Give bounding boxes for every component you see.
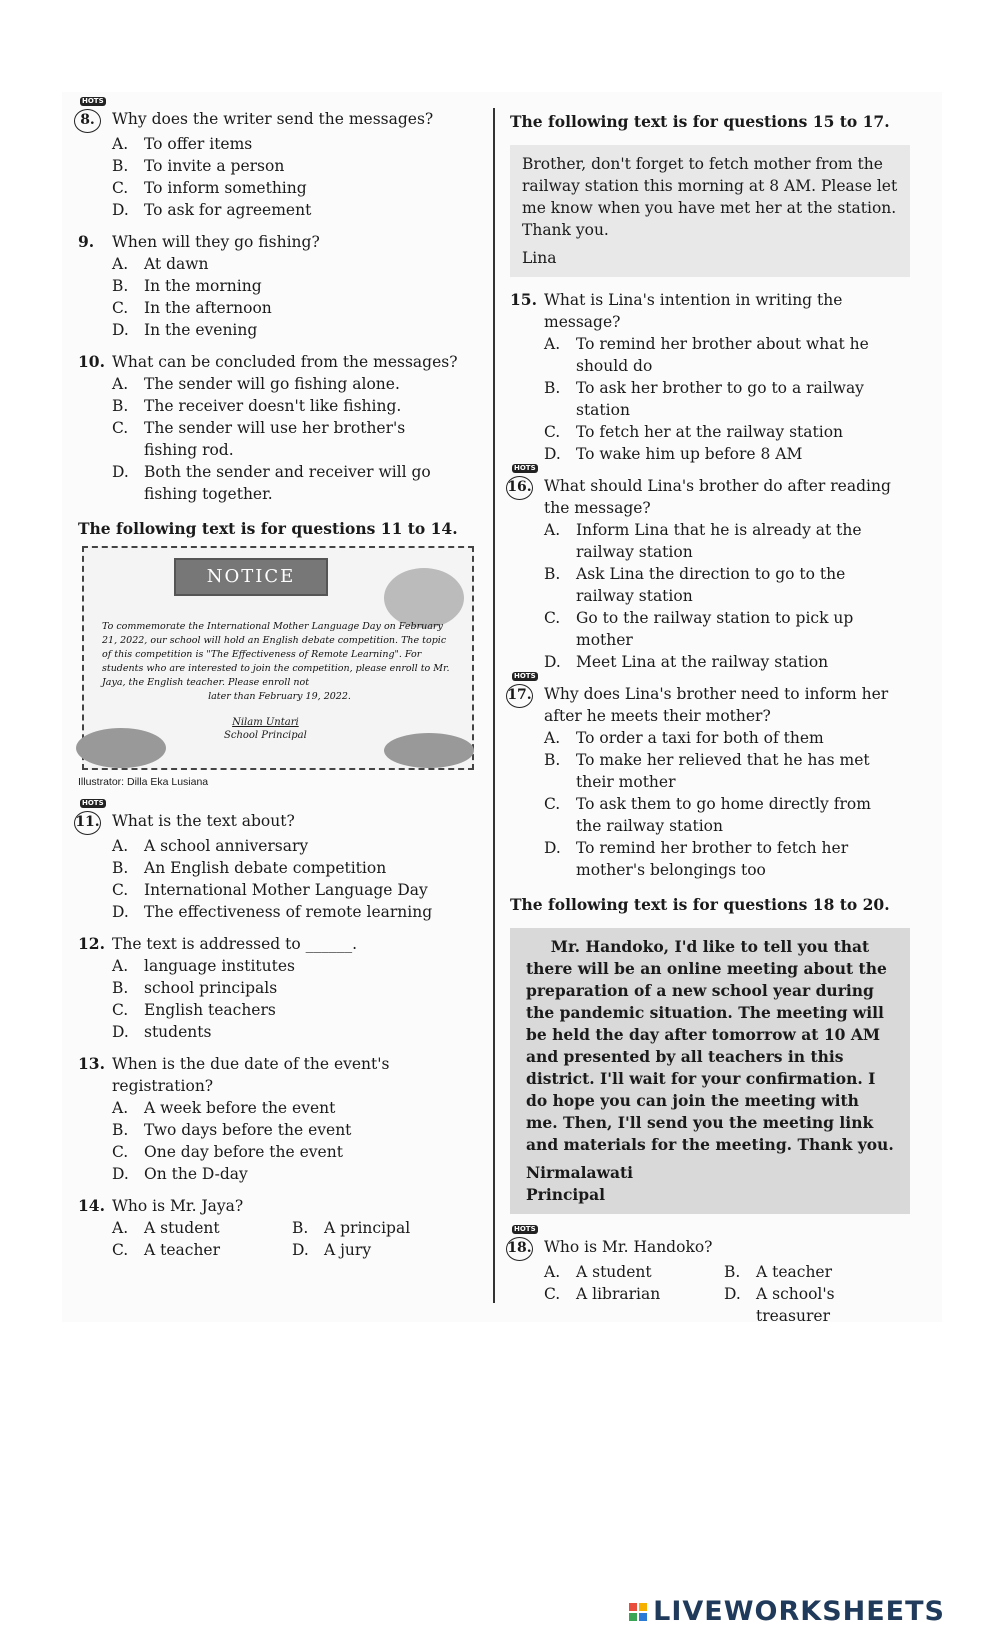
question-17 [507, 672, 910, 881]
answer-option [112, 253, 478, 275]
column-divider [493, 108, 495, 1303]
option-text: A school anniversary [144, 837, 309, 855]
option-text: A school's treasurer [756, 1285, 835, 1325]
option-letter: A. [112, 135, 129, 153]
question-number: 13. [78, 1054, 105, 1073]
option-text: A principal [324, 1219, 411, 1237]
option-letter: C. [112, 1001, 129, 1019]
question-number: 14. [78, 1196, 105, 1215]
answer-option [112, 395, 452, 417]
option-letter: D. [544, 839, 561, 857]
hots-badge: HOTS [514, 1225, 536, 1233]
option-text: To invite a person [144, 157, 285, 175]
answer-option [112, 155, 478, 177]
option-letter: B. [112, 397, 129, 415]
logo-icon [629, 1603, 647, 1621]
section-heading: The following text is for questions 15 to 17. [510, 112, 890, 131]
answer-option [544, 519, 894, 563]
answer-option [544, 837, 894, 881]
question-text: Who is Mr. Handoko? [544, 1238, 713, 1256]
option-letter: D. [292, 1241, 309, 1259]
option-text: On the D-day [144, 1165, 248, 1183]
option-text: In the evening [144, 321, 258, 339]
option-text: To ask them to go home directly from the railway station [576, 795, 871, 835]
liveworksheets-logo: LIVEWORKSHEETS [629, 1596, 945, 1627]
answer-option [544, 793, 894, 837]
option-letter: C. [112, 179, 129, 197]
option-text: Ask Lina the direction to go to the railway station [576, 565, 846, 605]
answer-options [112, 373, 452, 505]
question-13 [78, 1053, 478, 1185]
answer-option [112, 1119, 478, 1141]
answer-option [544, 1283, 724, 1327]
option-letter: D. [112, 321, 129, 339]
answer-option [112, 835, 478, 857]
answer-options [544, 333, 874, 465]
option-letter: B. [112, 1121, 129, 1139]
option-text: An English debate competition [144, 859, 387, 877]
option-text: To order a taxi for both of them [576, 729, 824, 747]
answer-options [112, 835, 478, 923]
option-text: A jury [324, 1241, 372, 1259]
message-sender: Nirmalawati [526, 1163, 634, 1182]
option-letter: D. [112, 201, 129, 219]
question-number: HOTS 8. [78, 108, 112, 133]
option-letter: A. [112, 1219, 129, 1237]
question-number: HOTS 18. [510, 1236, 544, 1261]
option-letter: C. [544, 609, 561, 627]
answer-option [112, 1021, 478, 1043]
option-letter: A. [112, 1099, 129, 1117]
option-letter: A. [544, 335, 561, 353]
answer-option [544, 443, 874, 465]
option-letter: A. [112, 375, 129, 393]
answer-option [112, 275, 478, 297]
option-text: To offer items [144, 135, 253, 153]
option-text: To fetch her at the railway station [576, 423, 844, 441]
notice-illustration [82, 546, 474, 770]
answer-option [544, 563, 894, 607]
answer-option [112, 1141, 478, 1163]
answer-option [112, 879, 478, 901]
option-letter: B. [112, 277, 129, 295]
answer-option [292, 1239, 472, 1261]
answer-option [112, 319, 478, 341]
option-letter: D. [112, 1023, 129, 1041]
answer-option [112, 133, 478, 155]
option-letter: D. [112, 1165, 129, 1183]
answer-option [112, 1097, 478, 1119]
answer-option [112, 297, 478, 319]
answer-option [112, 417, 452, 461]
message-body: there will be an online meeting about the preparation of a new school year during the pandemic situation. The meeting will be held the day after tomorrow at 10 AM and presented by all teachers in this district. I'll wait for your confirmation. I do hope you can join the meeting with me. Then, I'll send you the meeting link and materials for the meeting. Thank you. [526, 959, 894, 1154]
question-10 [78, 351, 478, 505]
question-text: When will they go fishing? [112, 233, 320, 251]
question-text: Why does Lina's brother need to inform her after he meets their mother? [544, 685, 889, 725]
option-letter: A. [112, 255, 129, 273]
option-text: Inform Lina that he is already at the railway station [576, 521, 862, 561]
right-column [507, 108, 910, 1327]
option-text: A student [144, 1219, 220, 1237]
question-text: Why does the writer send the messages? [112, 110, 434, 128]
question-15 [510, 289, 910, 465]
answer-option [544, 607, 894, 651]
option-text: English teachers [144, 1001, 276, 1019]
question-text: What is Lina's intention in writing the message? [544, 291, 843, 331]
question-16 [507, 464, 910, 673]
option-letter: C. [112, 419, 129, 437]
option-letter: B. [544, 565, 561, 583]
option-text: To make her relieved that he has met their mother [576, 751, 870, 791]
option-text: One day before the event [144, 1143, 343, 1161]
message-sender: Lina [522, 249, 557, 267]
option-letter: D. [544, 445, 561, 463]
option-letter: A. [544, 1263, 561, 1281]
question-text: The text is addressed to ______. [112, 935, 358, 953]
answer-options [544, 727, 894, 881]
option-letter: B. [544, 379, 561, 397]
option-text: school principals [144, 979, 278, 997]
option-letter: A. [112, 957, 129, 975]
option-text: The receiver doesn't like fishing. [144, 397, 402, 415]
question-text: Who is Mr. Jaya? [112, 1197, 244, 1215]
option-letter: B. [544, 751, 561, 769]
option-text: The sender will use her brother's fishing rod. [144, 419, 406, 459]
answer-options [112, 253, 478, 341]
notice-title: NOTICE [174, 558, 328, 596]
question-text: What should Lina's brother do after reading the message? [544, 477, 891, 517]
answer-option [544, 377, 874, 421]
option-letter: C. [112, 299, 129, 317]
option-letter: D. [112, 463, 129, 481]
answer-options [112, 1097, 478, 1185]
question-text: What is the text about? [112, 812, 295, 830]
question-number: 9. [78, 232, 95, 251]
question-14 [78, 1195, 478, 1261]
notice-body: To commemorate the International Mother Language Day on February 21, 2022, our school will hold an English debate competition. The topic of this competition is "The Effectiveness of Remote Learning". For students who are interested to join the competition, please enroll to Mr. Jaya, the English teacher. Please enroll not later than February 19, 2022. [102, 621, 450, 702]
option-letter: C. [544, 795, 561, 813]
answer-option [724, 1261, 904, 1283]
option-letter: B. [724, 1263, 741, 1281]
option-text: A librarian [576, 1285, 661, 1303]
answer-options [112, 955, 478, 1043]
answer-options [544, 1261, 910, 1327]
answer-option [112, 955, 478, 977]
option-text: To remind her brother about what he should do [576, 335, 869, 375]
option-text: Two days before the event [144, 1121, 352, 1139]
hots-badge: HOTS [82, 97, 104, 105]
option-text: To ask her brother to go to a railway station [576, 379, 864, 419]
section-heading: The following text is for questions 18 to 20. [510, 895, 890, 914]
option-letter: B. [112, 979, 129, 997]
option-text: In the afternoon [144, 299, 272, 317]
question-number: 12. [78, 934, 105, 953]
answer-option [112, 1163, 478, 1185]
answer-option [112, 901, 478, 923]
answer-option [544, 333, 874, 377]
question-number: HOTS 17. [510, 683, 544, 708]
question-9 [78, 231, 478, 341]
option-text: Both the sender and receiver will go fishing together. [144, 463, 431, 503]
hots-badge: HOTS [82, 799, 104, 807]
answer-option [544, 749, 894, 793]
answer-option [112, 977, 478, 999]
question-11 [75, 799, 478, 923]
option-letter: C. [112, 881, 129, 899]
message-greeting: Mr. Handoko, I'd like to tell you that [550, 937, 870, 956]
message-sender-role: Principal [526, 1185, 606, 1204]
answer-option [112, 1217, 292, 1239]
option-letter: D. [724, 1285, 741, 1303]
option-letter: B. [292, 1219, 309, 1237]
option-text: A teacher [756, 1263, 833, 1281]
answer-option [112, 857, 478, 879]
answer-option [112, 177, 478, 199]
notice-signature: Nilam Untari School Principal [224, 717, 307, 741]
answer-option [112, 373, 452, 395]
option-text: A week before the event [144, 1099, 336, 1117]
option-text: International Mother Language Day [144, 881, 428, 899]
message-body: Brother, don't forget to fetch mother from the railway station this morning at 8 AM. Please let me know when you have met her at the station. Thank you. [522, 155, 898, 239]
option-letter: B. [112, 859, 129, 877]
message-box-nirmalawati [510, 928, 910, 1214]
option-text: language institutes [144, 957, 295, 975]
hots-badge: HOTS [514, 464, 536, 472]
option-text: Go to the railway station to pick up mother [576, 609, 854, 649]
option-text: A student [576, 1263, 652, 1281]
option-text: A teacher [144, 1241, 221, 1259]
question-text: When is the due date of the event's registration? [112, 1055, 390, 1095]
question-number: 15. [510, 290, 537, 309]
answer-option [724, 1283, 904, 1327]
option-text: In the morning [144, 277, 262, 295]
answer-option [544, 651, 894, 673]
question-8 [78, 97, 478, 221]
question-number: HOTS 16. [510, 475, 544, 500]
option-text: students [144, 1023, 212, 1041]
option-letter: B. [112, 157, 129, 175]
question-number: 10. [78, 352, 105, 371]
option-text: At dawn [144, 255, 209, 273]
option-letter: A. [544, 729, 561, 747]
hots-badge: HOTS [514, 672, 536, 680]
option-letter: A. [544, 521, 561, 539]
answer-option [544, 727, 894, 749]
option-letter: C. [544, 1285, 561, 1303]
option-letter: D. [112, 903, 129, 921]
question-number: HOTS 11. [78, 810, 112, 835]
answer-options [544, 519, 894, 673]
answer-option [112, 1239, 292, 1261]
option-letter: D. [544, 653, 561, 671]
answer-option [544, 421, 874, 443]
option-letter: C. [112, 1143, 129, 1161]
option-text: Meet Lina at the railway station [576, 653, 829, 671]
left-column [75, 97, 478, 1261]
message-box-lina [510, 145, 910, 277]
option-text: The effectiveness of remote learning [144, 903, 433, 921]
question-12 [78, 933, 478, 1043]
illustrator-credit: Illustrator: Dilla Eka Lusiana [78, 776, 209, 788]
answer-options [112, 1217, 478, 1261]
option-text: The sender will go fishing alone. [144, 375, 400, 393]
answer-option [544, 1261, 724, 1283]
answer-option [112, 999, 478, 1021]
question-18 [507, 1225, 910, 1327]
option-letter: C. [544, 423, 561, 441]
answer-option [112, 461, 452, 505]
section-heading: The following text is for questions 11 to 14. [78, 519, 458, 538]
option-text: To inform something [144, 179, 307, 197]
answer-option [112, 199, 478, 221]
option-letter: C. [112, 1241, 129, 1259]
option-letter: A. [112, 837, 129, 855]
answer-option [292, 1217, 472, 1239]
option-text: To wake him up before 8 AM [576, 445, 803, 463]
option-text: To remind her brother to fetch her mother's belongings too [576, 839, 849, 879]
option-text: To ask for agreement [144, 201, 312, 219]
question-text: What can be concluded from the messages? [112, 353, 458, 371]
answer-options [112, 133, 478, 221]
